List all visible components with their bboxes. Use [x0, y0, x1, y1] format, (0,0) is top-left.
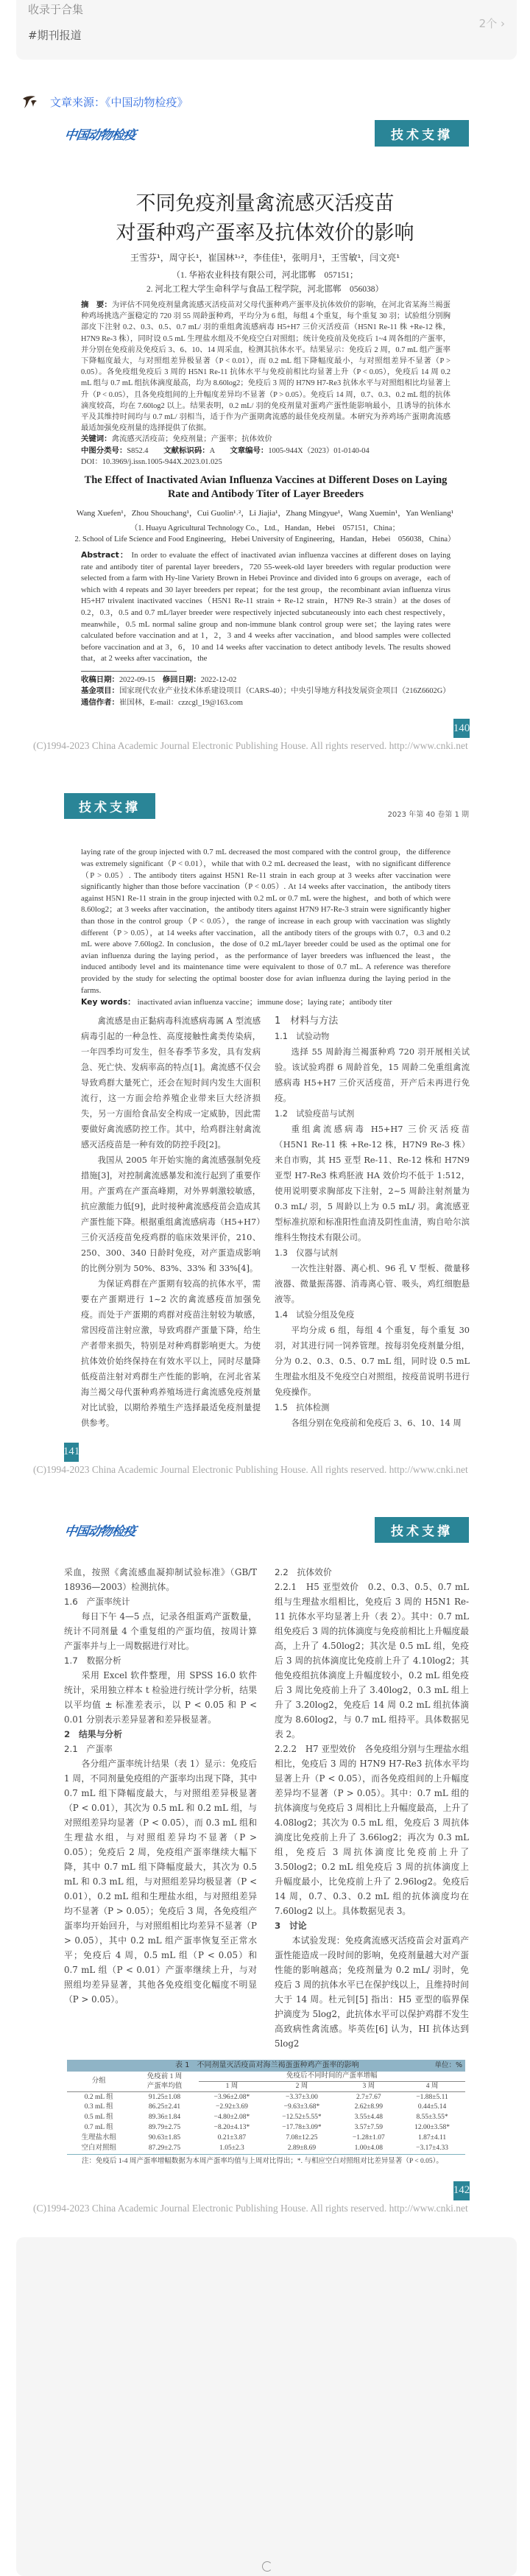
table-cell: −2.92±3.69: [216, 2103, 248, 2111]
section-heading: 3 讨论: [275, 1920, 307, 1931]
english-keywords-label: Key words：: [81, 997, 135, 1007]
journal-logo: 中国动物检疫: [63, 127, 137, 143]
english-abstract-label: Abstract：: [81, 550, 129, 560]
row-label: 空白对照组: [81, 2144, 117, 2153]
copyright-notice: (C)1994-2023 China Academic Journal Electronic Publishing House. All rights reserved. http://www.cnki.net: [33, 740, 468, 752]
keywords-label: 关键词：: [81, 434, 112, 444]
article-source: [21, 92, 530, 111]
table-cell: −1.28±1.07: [352, 2134, 385, 2142]
subsection-heading: 1.7 数据分析: [64, 1655, 121, 1666]
english-abstract: [81, 549, 451, 665]
table-cell: 89.36±1.84: [148, 2114, 181, 2122]
table-cell: 7.08±12.25: [286, 2134, 318, 2142]
table-row: [67, 2144, 465, 2154]
subsubsection-heading: 2.2.2 H7 亚型效价: [275, 1743, 356, 1754]
table-cell: 87.29±2.75: [148, 2144, 181, 2153]
table-row: [67, 2113, 465, 2123]
table-cell: 86.25±2.41: [148, 2103, 181, 2111]
journal-page-1: [0, 120, 530, 753]
table-cell: −3.17±4.33: [416, 2144, 448, 2153]
table-cell: 1.00±4.08: [354, 2144, 384, 2153]
affiliation-2: 2. 河北工程大学生命科学与食品工程学院，河北邯郸 056038）: [146, 285, 384, 294]
received-date: 2022-09-15: [119, 675, 155, 684]
doccode-value: A: [209, 446, 215, 455]
section-heading: 2 结果与分析: [64, 1728, 122, 1739]
body-paragraph: 本试验发现：免疫禽流感灭活疫苗会对蛋鸡产蛋性能造成一段时间的影响，免疫剂量越大对产蛋性能的影响越高；免疫剂量为 0.2 mL/ 羽时，免疫后 3 周的抗体水平已在保护线以上，且维持时间大于 14 周。杜元钊[5] 指出：H5 亚型的临界保护滴度为 5log2，此抗体水平可以保护鸡群不发生高致病性禽流感。毕英佐[6] 认为，HI 抗体达到 5log2: [275, 1935, 469, 2049]
col-header-group: 分组: [91, 2077, 106, 2086]
table-cell: −3.37±3.00: [286, 2093, 318, 2101]
fund-label: 基金项目：: [81, 686, 119, 696]
english-affiliation-1: （1. Huayu Agricultural Technology Co.，Ltd.，Handan，Hebei 057151，China；: [130, 524, 400, 533]
body-paragraph: 采血，按照《禽流感血凝抑制试验标准》（GB/T 18936—2003）检测抗体。: [64, 1566, 257, 1592]
row-label: 0.7 mL 组: [84, 2124, 113, 2132]
contact-line: [81, 697, 464, 709]
laying-rate-table: [67, 2072, 465, 2154]
row-label: 生理盐水组: [81, 2134, 117, 2142]
table-cell: 89.79±2.75: [148, 2124, 181, 2132]
section-heading: 1 材料与方法: [275, 1015, 339, 1027]
paper-title-line1: 不同免疫剂量禽流感灭活疫苗: [135, 192, 395, 215]
paper-title-line2: 对蛋种鸡产蛋率及抗体效价的影响: [116, 222, 414, 244]
subsubsection-heading: 2.2.1 H5 亚型效价: [275, 1581, 359, 1592]
table-row: [67, 2123, 465, 2133]
table-cell: 2.89±8.69: [287, 2144, 317, 2153]
english-affiliation-2: 2. School of Life Science and Food Engineering，Hebei University of Engineering，Handan，Hebei 056038，China）: [74, 535, 456, 544]
row-label: 0.2 mL 组: [84, 2093, 113, 2101]
subsection-heading: 1.2 试验疫苗与试剂: [275, 1108, 355, 1119]
english-keywords: [81, 996, 451, 1009]
section-badge: 技术支撑: [375, 120, 469, 147]
table-cell: 0.44±5.14: [417, 2103, 447, 2111]
clc-value: S852.4: [127, 446, 149, 455]
table-title: 表 1 不同剂量灭活疫苗对海兰褐蛋蛋种鸡产蛋率的影响: [174, 2061, 359, 2069]
body-paragraph: 各分组产蛋率统计结果（表 1）显示：免疫后 1 周，不同剂量免疫组的产蛋率均出现下降，其中 0.7 mL 组下降幅度最大，与对照组差异极显著（P < 0.01），其次为 0.5 mL 和 0.2 mL 组，与对照组差异均显著（P < 0.05），而 0.3 mL 组和生理盐水组，与对照组差异均不显著（P > 0.05）；免疫后 2 周，免疫组产蛋率继续大幅下降，其中 0.7 mL 组下降幅度最大，其次为 0.5 mL 和 0.3 mL 组，与对照组差异均极显著（P < 0.01），0.2 mL 组和生理盐水组，与对照组差异均不显著（P > 0.05）；免疫后 3 周，各免疫组产蛋率均开始回升，与对照组相比均差异不显著（P > 0.05），其中 0.2 mL 组产蛋率恢复至正常水平；免疫后 4 周，0.5 mL 组（P < 0.05）和 0.7 mL 组（P < 0.01）产蛋率继续上升，与对照组均差异显著，其他各免疫组变化幅度不明显（P > 0.05）。: [64, 1758, 257, 2005]
collection-count[interactable]: [479, 15, 505, 31]
footnote-divider: [81, 671, 177, 672]
classification-line: [81, 446, 451, 457]
revised-label: 修回日期：: [162, 675, 201, 684]
received-label: 收稿日期：: [81, 675, 119, 684]
subsection-heading: 1.5 抗体检测: [275, 1402, 330, 1412]
page2-left-column: [81, 1013, 261, 1431]
table-cell: −3.96±2.08*: [213, 2093, 250, 2101]
artno-value: 1005-944X（2023）01-0140-04: [268, 446, 370, 455]
collection-count-text: 2个: [478, 17, 498, 30]
table-cell: 0.21±3.87: [217, 2134, 247, 2142]
page-number: 140: [453, 719, 470, 738]
affiliation-1: （1. 华裕农业科技有限公司，河北邯郸 057151；: [172, 271, 358, 280]
body-paragraph: 每日下午 4—5 点，记录各组蛋鸡产蛋数量，统计不同剂量 4 个重复组的产蛋均值，按周计算产蛋率并与上一周数据进行对比。: [64, 1611, 257, 1651]
section-badge: 技术支撑: [64, 793, 155, 819]
article-source-link[interactable]: 文章来源：《中国动物检疫》: [50, 95, 188, 109]
col-header-pre: 免疫前 1 周产蛋率均值: [146, 2072, 183, 2090]
english-abstract-text: In order to evaluate the effect of inactivated avian influenza vaccines at different doses on laying rate and antibody titer of parental layer breeders，720 55-week-old layer breeders with regular production were selected from a farm with Hy-line Variety Brown in Hebei Province and divided into 6 groups on average，each of which with 4 repeats and 30 layer breeders per repeat；for the test group，the recombinant avian influenza virus H5+H7 trivalent inactivated vaccines（H5N1 Re-11 strain + Re-12 strain，H7N9 Re-3 strain）at the doses of 0.2，0.3，0.5 and 0.7 mL/layer breeder were respectively injected subcutaneously into each chest respectively，meanwhile，0.5 mL normal saline group and non-immune blank control group were set；the laying rates were calculated before vaccination and at 1，2，3 and 4 weeks after vaccination，and blood samples were collected before vaccination and at 3，6，10 and 14 weeks after vaccination to detect antibody levels. The results showed that，at 2 weeks after vaccination，the: [81, 551, 451, 664]
table-cell: −17.78±3.09*: [282, 2124, 322, 2132]
table-cell: −1.88±5.11: [416, 2093, 448, 2101]
keywords: [81, 434, 451, 445]
body-paragraph: [275, 1580, 469, 1742]
table-cell: 3.57±7.59: [354, 2124, 384, 2132]
doi-line: [81, 457, 451, 468]
row-label: 0.3 mL 组: [84, 2103, 113, 2111]
doi-value: 10.3969/j.issn.1005-944X.2023.01.025: [102, 457, 222, 466]
intro-paragraph: 为保证鸡群在产蛋期有较高的抗体水平，需要在产蛋期进行 1~2 次的禽流感疫苗加强免疫。而处于产蛋期的鸡群对疫苗注射较为敏感，常因疫苗注射应激，导致鸡群产蛋量下降，给生产者带来损失，特别是对种鸡群影响更大。为使抗体效价始终保持在有效水平以上，同时尽量降低疫苗注射对鸡群生产性能的影响，在河北省某海兰褐父母代蛋种鸡养殖场进行禽流感免疫剂量对比试验，以期给养殖生产选择最适免疫剂量提供参考。: [81, 1278, 261, 1428]
artno-label: 文章编号：: [230, 446, 269, 455]
intro-paragraph: 禽流感是由正黏病毒科流感病毒属 A 型流感病毒引起的一种急性、高度接触性禽类传染病，一年四季均可发生，但冬春季节多发，具有发病急、死亡快、发病率高的特点[1]。禽流感不仅会导致鸡群大量死亡，还会在短时间内发生大面积流行，这一方面会给养殖企业带来巨大经济损失，另一方面给食品安全构成一定威胁，因此需要做好禽流感防控工作。其中，给鸡群注射禽流感灭活疫苗是一种有效的防控手段[2]。: [81, 1016, 261, 1150]
table-cell: 3.55±4.48: [354, 2114, 384, 2122]
table-cell: −4.80±2.08*: [213, 2114, 250, 2122]
chevron-right-icon: ›: [501, 17, 505, 30]
table-cell: 1.05±2.3: [219, 2144, 244, 2153]
body-text: 各免疫组分别与生理盐水组相比，免疫后 3 周的 H7N9 H7-Re3 抗体水平均显著上升（P < 0.05），而各免疫组间的上升幅度差异均不显著（P > 0.05）。其中：0.7 mL 组的抗体滴度与免疫后 3 周相比上升幅度最高，上升了 4.08log2；其次为 0.5 mL 组，免疫后 3 周抗体滴度比免疫前上升了 3.66log2；再次为 0.3 mL 组，免疫后 3 周抗体滴度比免疫前上升了 3.50log2；0.2 mL 组免疫后 3 周的抗体滴度上升幅度最小，比免疫前上升了 2.96log2。免疫后 14 周，0.7、0.3、0.2 mL 组的抗体滴度均在 7.60log2 以上。具体数据见表 3。: [275, 1743, 469, 1916]
col-header-week: 3 周: [362, 2083, 375, 2091]
body-paragraph: 选择 55 周龄海兰褐蛋种鸡 720 羽开展相关试验。该试验鸡群 6 周龄首免，15 周龄二免重组禽流感病毒 H5+H7 三价灭活疫苗，开产后未再进行免疫。: [275, 1046, 470, 1103]
collection-card[interactable]: [16, 0, 517, 60]
table-cell: 8.55±3.55*: [416, 2114, 448, 2122]
page3-left-column: [64, 1565, 257, 2007]
col-header-week: 4 周: [425, 2083, 439, 2091]
dates-line: [81, 675, 464, 686]
table-title-bar: [67, 2060, 465, 2072]
body-paragraph: 平均分成 6 组，每组 4 个重复，每个重复 30 羽，对其进行同一饲养管理。按每羽免疫剂量分组，分为 0.2、0.3、0.5、0.7 mL 组，同时设 0.5 mL 生理盐水组及不免疫空白对照组，按疫苗说明书进行免疫操作。: [275, 1325, 470, 1397]
body-paragraph: [275, 1742, 469, 1918]
journal-page-3: [0, 1517, 530, 2215]
table-cell: 91.25±1.08: [148, 2093, 181, 2101]
journal-logo: 中国动物检疫: [63, 1524, 137, 1539]
subsection-heading: 1.4 试验分组及免疫: [275, 1309, 355, 1320]
body-text: 0.2、0.3、0.5、0.7 mL 组与生理盐水组相比，免疫后 3 周的 H5N1 Re-11 抗体水平均显著上升（表 2）。其中：0.7 mL 组免疫后 3 周的抗体滴度与免疫前相比上升幅度最高，上升了 4.50log2；其次是 0.5 mL 组，免疫后 3 周的抗体滴度比免疫前上升了 4.10log2；其他免疫组抗体滴度上升幅度较小，0.2 mL 组免疫后 3 周比免疫前上升了 3.40log2，0.3 mL 组上升了 3.20log2，免疫后 14 周 0.2 mL 组抗体滴度为 8.60log2，与 0.7 mL 组持平。具体数据见表 2。: [275, 1581, 469, 1739]
col-header-week: 1 周: [225, 2083, 239, 2091]
table-cell: −8.20±4.13*: [213, 2124, 250, 2132]
english-authors: Wang Xuefen¹，Zhou Shouchang¹，Cui Guolin¹˒²，Li Jiajia¹，Zhang Mingyue¹，Wang Xuemin¹，Yan Wenliang¹: [76, 509, 454, 518]
fund-line: [81, 686, 464, 697]
page2-right-column: [275, 1013, 470, 1431]
page-number: 142: [453, 2181, 470, 2200]
paper-authors: 王雪芬¹，周守长¹，崔国林¹˒²，李佳佳¹，张明月¹，王雪敏¹，闫文亮¹: [130, 253, 400, 263]
keywords-text: 禽流感灭活疫苗；免疫剂量；产蛋率；抗体效价: [111, 435, 272, 444]
table-note: 注：免疫后 1-4 周产蛋率增幅数据为本周产蛋率均值与上周对比得出；*. 与相应空白对照组对比差异显著（P < 0.05）。: [82, 2157, 443, 2165]
english-abstract-continued: laying rate of the group injected with 0.7 mL decreased the most compared with the control group，the difference was extremely significant（P < 0.01），while that with 0.2 mL decreased the least，with no significant difference（P > 0.05）. The antibody titers against H5N1 Re-11 strain in each group at 3 weeks after vaccination were significantly higher than those before vaccination（P < 0.05）. At 14 weeks after vaccination，the antibody titers against H5N1 Re-11 strain in the group injected with 0.2 mL or 0.7 mL were the highest，and both of which were 8.60log2；at 3 weeks after vaccination，the antibody titers against H7N9 H7-Re-3 strain were significantly higher than those in the control group（P < 0.05），the range of increase in each group with vaccination was slightly different（P > 0.05），at 14 weeks after vaccination，all the antibody titers of the groups with 0.7，0.3 and 0.2 mL were above 7.60log2. In conclusion，the dose of 0.2 mL/layer breeder could be used as the optimal one for avian influenza during the laying period，as the performance of layer breeders was influenced the least，the induced antibody level and its maintenance time were equivalent to those of 0.7 mL. A reference was therefore provided by the study for selecting the optimal booster dose for avian influenza during the laying period in the farms.: [81, 848, 451, 995]
collection-tag[interactable]: #期刊报道: [28, 29, 82, 42]
copyright-notice: (C)1994-2023 China Academic Journal Electronic Publishing House. All rights reserved. http://www.cnki.net: [33, 1463, 468, 1475]
image-loading-placeholder: [16, 2237, 517, 2576]
table-cell: −12.52±5.55*: [282, 2114, 322, 2122]
table-cell: 12.00±3.58*: [414, 2124, 451, 2132]
abstract-text: 为评估不同免疫剂量禽流感灭活疫苗对父母代蛋种鸡产蛋率及抗体效价的影响，在河北省某海兰褐蛋种鸡场挑选产蛋稳定的 720 羽 55 周龄蛋种鸡，平均分为 6 组，每组 4 个重复，每个重复 30 羽；试验组分别胸部皮下注射 0.2、0.3、0.5、0.7 mL/ 羽的重组禽流感病毒 H5+H7 三价灭活疫苗（H5N1 Re-11 株 +Re-12 株，H7N9 Re-3 株），同时设 0.5 mL 生理盐水组及不免疫空白对照组；统计免疫前及免疫后 1~4 周各组的产蛋率，并分别在免疫前及免疫后 3、6、10、14 周采血，检测其抗体水平。结果显示：免疫后 2 周，0.7 mL 组产蛋率下降幅度最大，与对照组差异极显著（P < 0.01），而 0.2 mL 组下降幅度最小，与对照组差异不显著（P > 0.05）。各免疫组免疫后 3 周的 H5N1 Re-11 抗体水平与免疫前相比均显著上升（P < 0.05），免疫后 14 周 0.2 mL 组与 0.7 mL 组抗体滴度最高，均为 8.60log2；免疫后 3 周的 H7N9 H7-Re3 抗体水平与对照组相比均显著上升（P < 0.05），且各免疫组间的上升幅度差异均不显著（P > 0.05）。免疫后 14 周，0.7、0.3、0.2 mL 组的抗体滴度较高，均在 7.60log2 以上。结果表明，0.2 mL/ 羽的免疫剂量对蛋鸡产蛋性能影响最小，且诱导的抗体水平及其维持时间均与 0.7 mL/ 羽相当，适于作为产蛋期禽流感的最佳免疫剂量。本研究为养鸡场产蛋期禽流感最适加强免疫剂量的选择提供了依据。: [81, 301, 451, 433]
subsection-heading: 2.1 产蛋率: [64, 1743, 113, 1754]
issue-label: 2023 年第 40 卷第 1 期: [387, 811, 469, 820]
page-number: 141: [64, 1443, 79, 1462]
clc-label: 中图分类号：: [81, 446, 127, 455]
footnotes: [81, 675, 464, 709]
col-header-week: 2 周: [295, 2083, 308, 2091]
english-keywords-text: inactivated avian influenza vaccine；immune dose；laying rate；antibody titer: [137, 998, 392, 1007]
section-badge: 技术支撑: [375, 1517, 469, 1543]
table-1: [67, 2060, 465, 2167]
body-paragraph: 各组分别在免疫前和免疫后 3、6、10、14 周: [291, 1418, 462, 1428]
page3-right-column: [275, 1565, 469, 2051]
table-cell: −9.63±3.68*: [283, 2103, 320, 2111]
table-cell: 2.62±8.99: [354, 2103, 384, 2111]
swallow-bird-icon: [21, 92, 40, 111]
abstract-label: 摘 要：: [81, 300, 112, 309]
col-header-post: 免疫后不同时间的产蛋率增幅: [199, 2072, 465, 2082]
copyright-notice: (C)1994-2023 China Academic Journal Electronic Publishing House. All rights reserved. http://www.cnki.net: [33, 2202, 468, 2214]
revised-date: 2022-12-02: [200, 675, 237, 684]
doccode-label: 文献标识码：: [163, 446, 210, 455]
doi-label: DOI：: [81, 457, 102, 466]
fund-text: 国家现代农业产业技术体系建设项目（CARS-40）；中央引导地方科技发展资金项目（216Z6602G）: [119, 687, 451, 696]
table-row: [67, 2133, 465, 2144]
table-row: [67, 2092, 465, 2102]
body-paragraph: 一次性注射器、离心机、96 孔 V 型板、微量移液器、微量振荡器、消毒离心管、吸头，鸡红细胞悬液等。: [275, 1263, 470, 1304]
subsection-heading: 1.3 仪器与试剂: [275, 1247, 338, 1258]
contact-text: 崔国林，E-mail：czzcgl_19@163.com: [119, 698, 243, 707]
journal-page-2: [0, 793, 530, 1476]
subsection-heading: 1.1 试验动物: [275, 1031, 330, 1041]
table-cell: 90.63±1.85: [148, 2134, 181, 2142]
chinese-abstract: [81, 300, 451, 434]
subsection-heading: 1.6 产蛋率统计: [64, 1596, 130, 1607]
loading-spinner-icon: [262, 2561, 272, 2572]
table-row: [67, 2102, 465, 2113]
body-paragraph: 重组禽流感病毒 H5+H7 三价灭活疫苗（H5N1 Re-11 株 +Re-12 株，H7N9 Re-3 株）来自市购，其 H5 亚型 Re-11、Re-12 株和 H7N9 亚型 H7-Re3 株鸡胚液 HA 效价均不低于 1:512，使用说明要求胸部皮下注射，2~5 周龄注射剂量为 0.3 mL/ 羽，5 周龄以上为 0.5 mL/ 羽。禽流感亚型标准抗原和标准阳性血清及阴性血清，购自哈尔滨维科生物技术有限公司。: [275, 1124, 470, 1242]
intro-paragraph: 我国从 2005 年开始实施的禽流感强制免疫措施[3]，对控制禽流感暴发和流行起到了重要作用。产蛋鸡在产蛋高峰期，对外界刺激较敏感，抗应激能力低[9]，此时接种禽流感疫苗会造成其产蛋性能下降。根据重组禽流感病毒（H5+H7）三价灭活疫苗免疫鸡群的临床效果评价，210、250、300、340 日龄时免疫，对产蛋造成影响的比例分别为 50%、83%、33% 和 33%[4]。: [81, 1155, 261, 1273]
subsection-heading: 2.2 抗体效价: [275, 1566, 332, 1577]
table-cell: 1.87±4.11: [418, 2134, 447, 2142]
contact-label: 通信作者：: [81, 697, 119, 707]
row-label: 0.5 mL 组: [84, 2114, 113, 2122]
collection-label: 收录于合集: [28, 3, 84, 16]
body-paragraph: 采用 Excel 软件整理，用 SPSS 16.0 软件统计，采用独立样本 t 检验进行统计学分析，结果以平均值 ± 标准差表示，以 P < 0.05 和 P < 0.01 分别表示差异显著和差异极显著。: [64, 1669, 257, 1725]
table-cell: 2.7±7.67: [356, 2093, 381, 2101]
english-title: The Effect of Inactivated Avian Influenza Vaccines at Different Doses on Laying Rate and Antibody Titer of Layer Breeders: [84, 474, 448, 501]
table-unit: 单位：%: [434, 2061, 462, 2069]
